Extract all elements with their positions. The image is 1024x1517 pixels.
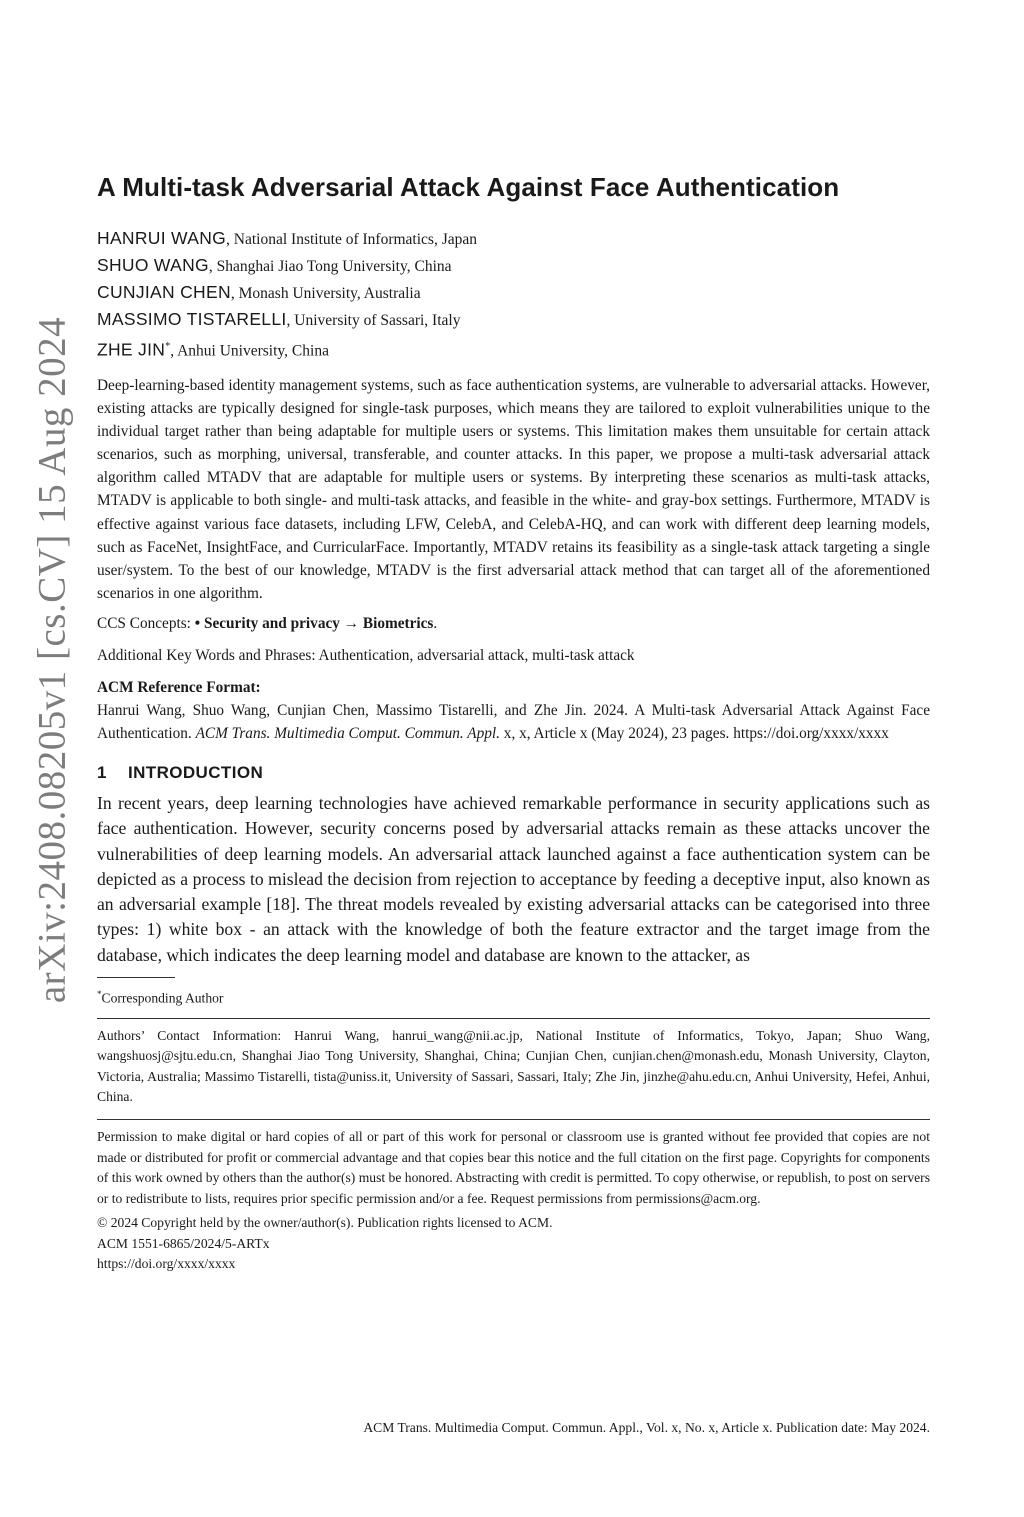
author-name: CUNJIAN CHEN (97, 282, 231, 302)
permission-divider (97, 1119, 930, 1120)
author-name: SHUO WANG (97, 255, 209, 275)
ccs-arrow: → (339, 614, 363, 632)
author-line (97, 279, 930, 306)
author-affiliation: , University of Sassari, Italy (286, 312, 461, 329)
doi-link[interactable]: https://doi.org/xxxx/xxxx (97, 1256, 236, 1272)
author-line (97, 333, 930, 360)
paper-first-page (97, 172, 930, 1275)
acm-reference-format (97, 699, 930, 745)
reference-details: x, x, Article x (May 2024), 23 pages. https://doi.org/xxxx/xxxx (499, 724, 889, 742)
author-name: ZHE JIN (97, 339, 166, 360)
ccs-bullet: • (194, 614, 204, 632)
ccs-concepts (97, 612, 930, 635)
corresponding-author-footnote (97, 984, 930, 1009)
author-name: HANRUI WANG (97, 228, 227, 248)
footnote-mark: * (97, 989, 102, 1000)
author-affiliation: , Monash University, Australia (230, 285, 421, 302)
section-heading-introduction (97, 763, 930, 783)
section-title: INTRODUCTION (128, 762, 264, 782)
acm-identifier: ACM 1551-6865/2024/5-ARTx (97, 1235, 270, 1251)
copyright-notice: © 2024 Copyright held by the owner/author(s). Publication rights licensed to ACM. (97, 1215, 553, 1231)
reference-citation: Hanrui Wang, Shuo Wang, Cunjian Chen, Massimo Tistarelli, and Zhe Jin. 2024. A Multi-task Adversarial Attack Against Face Authentication. (97, 701, 930, 742)
keywords: Additional Key Words and Phrases: Authentication, adversarial attack, multi-task attack (97, 646, 635, 664)
introduction-paragraph: In recent years, deep learning technologies have achieved remarkable performance in security applications such as face authentication. However, security concerns posed by adversarial attacks remain as these attacks uncover the vulnerabilities of deep learning models. An adversarial attack launched against a face authentication system can be depicted as a process to mislead the decision from rejection to acceptance by feeding a deceptive input, also known as an adversarial example [18]. The threat models revealed by existing adversarial attacks can be categorised into three types: 1) white box - an attack with the knowledge of both the feature extractor and the target image from the database, which indicates the deep learning model and database are known to the attacker, as (97, 792, 930, 965)
author-affiliation: , Shanghai Jiao Tong University, China (208, 258, 452, 275)
author-line (97, 252, 930, 279)
author-line (97, 306, 930, 333)
footnote-divider (97, 977, 175, 978)
author-line (97, 225, 930, 252)
author-affiliation: , Anhui University, China (170, 342, 329, 360)
ccs-end: . (433, 614, 438, 632)
acm-reference-heading: ACM Reference Format: (97, 678, 261, 696)
ccs-subconcept: Biometrics (362, 614, 434, 632)
page-footer: ACM Trans. Multimedia Comput. Commun. Appl., Vol. x, No. x, Article x. Publication date: May 2024. (363, 1420, 930, 1435)
paper-title: A Multi-task Adversarial Attack Against Face Authentication (97, 172, 840, 202)
section-number: 1 (97, 762, 107, 782)
footnote-text: Corresponding Author (101, 990, 224, 1006)
reference-journal: ACM Trans. Multimedia Comput. Commun. Appl. (195, 724, 500, 742)
author-affiliation: , National Institute of Informatics, Japan (226, 231, 477, 248)
ccs-concept: Security and privacy (203, 614, 340, 632)
author-name: MASSIMO TISTARELLI (97, 309, 287, 329)
contact-divider (97, 1018, 930, 1019)
author-list (97, 225, 930, 360)
abstract: Deep-learning-based identity management systems, such as face authentication systems, are vulnerable to adversarial attacks. However, existing attacks are typically designed for single-task purposes, which means they are tailored to exploit vulnerabilities unique to the individual target rather than being adaptable for multiple users or systems. This limitation makes them unsuitable for certain attack scenarios, such as morphing, universal, transferable, and counter attacks. In this paper, we propose a multi-task adversarial attack algorithm called MTADV that are adaptable for multiple users or systems. By interpreting these scenarios as multi-task attacks, MTADV is applicable to both single- and multi-task attacks, and feasible in the white- and gray-box settings. Furthermore, MTADV is effective against various face datasets, including LFW, CelebA, and CelebA-HQ, and can work with different deep learning models, such as FaceNet, InsightFace, and CurricularFace. Importantly, MTADV retains its feasibility as a single-task attack targeting a single user/system. To the best of our knowledge, MTADV is the first adversarial attack method that can target all of the aforementioned scenarios in one algorithm. (97, 377, 930, 602)
permission-notice: Permission to make digital or hard copies of all or part of this work for personal or classroom use is granted without fee provided that copies are not made or distributed for profit or commercial advantage and that copies bear this notice and the full citation on the first page. Copyrights for components of this work owned by others than the author(s) must be honored. Abstracting with credit is permitted. To copy otherwise, or republish, to post on servers or to redistribute to lists, requires prior specific permission and/or a fee. Request permissions from permissions@acm.org. (97, 1128, 930, 1206)
corresponding-author-mark: * (165, 341, 171, 352)
ccs-label: CCS Concepts: (97, 614, 195, 632)
authors-contact-information: Authors’ Contact Information: Hanrui Wang, hanrui_wang@nii.ac.jp, National Institute of Informatics, Tokyo, Japan; Shuo Wang, wangshuosj@sjtu.edu.cn, Shanghai Jiao Tong University, Shanghai, China; Cunjian Chen, cunjian.chen@monash.edu, Monash University, Clayton, Victoria, Australia; Massimo Tistarelli, tista@uniss.it, University of Sassari, Sassari, Italy; Zhe Jin, jinzhe@ahu.edu.cn, Anhui University, Hefei, Anhui, China. (97, 1027, 930, 1105)
arxiv-identifier-stamp: arXiv:2408.08205v1 [cs.CV] 15 Aug 2024 (30, 316, 74, 1004)
